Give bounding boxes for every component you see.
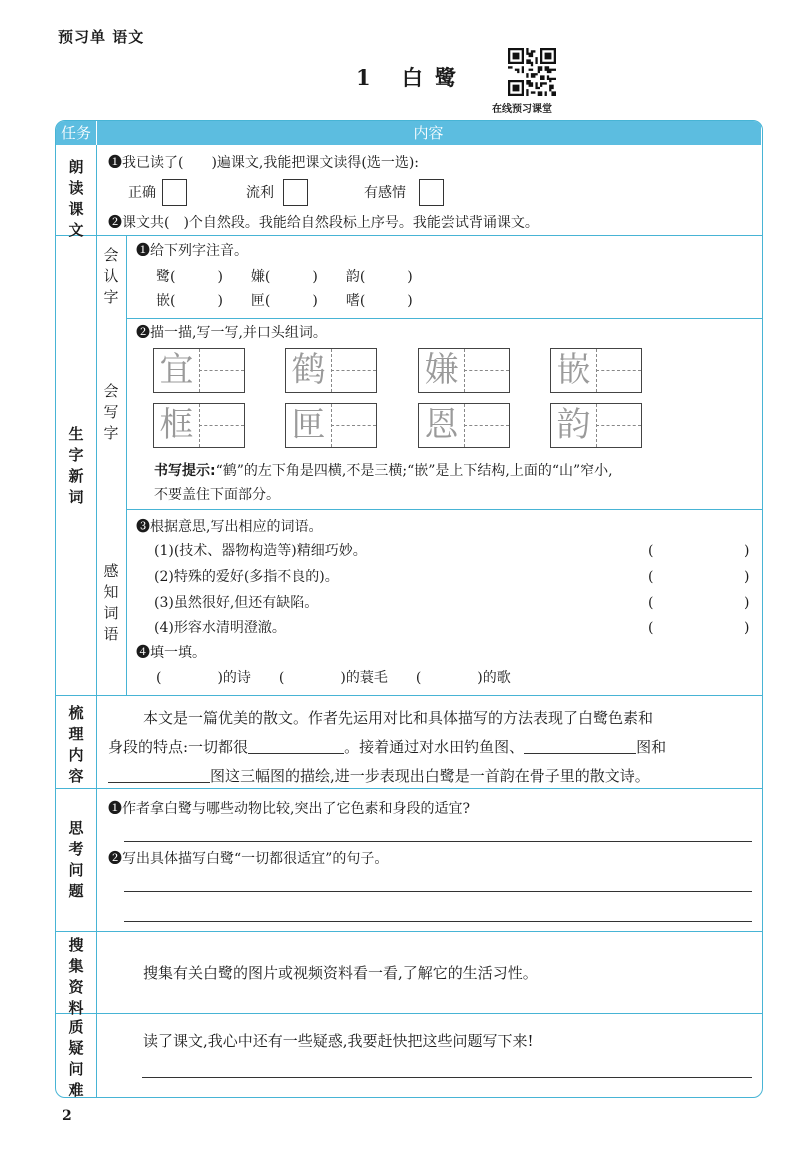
section-label-chars: 生字新词 [68, 425, 84, 506]
writing-cell[interactable] [153, 403, 245, 448]
word-definition: (3)虽然很好,但还有缺陷。 [154, 595, 319, 611]
trace-character: 匣 [291, 405, 326, 445]
trace-character: 韵 [556, 405, 591, 445]
writing-cell[interactable] [418, 348, 510, 393]
summary-text-d: 图这三幅图的描绘,进一步表现出白鹭是一首韵在骨子里的散文诗。 [210, 767, 650, 785]
paren-left: ( [648, 620, 654, 636]
subcolumn-divider [126, 235, 127, 695]
sublabel-words: 感知词语 [103, 562, 119, 643]
qr-caption: 在线预习课堂 [492, 104, 552, 115]
trace-character: 框 [159, 405, 194, 445]
section-label-summary: 梳理内容 [68, 704, 84, 785]
table-header [56, 121, 761, 145]
answer-field[interactable] [660, 569, 740, 585]
trace-character: 宜 [159, 350, 194, 390]
recognize-row-1: 鹭( ) 嫌( ) 韵( ) [156, 269, 413, 285]
writing-tip-text: “鹤”的左下角是四横,不是三横;“嵌”是上下结构,上面的“山”窄小, [215, 463, 613, 479]
doubt-text: 读了课文,我心中还有一些疑惑,我要赶快把这些问题写下来! [143, 1032, 534, 1050]
page-number: 2 [62, 1108, 72, 1124]
reading-question-2: ❷课文共( )个自然段。我能给自然段标上序号。我能尝试背诵课文。 [108, 215, 539, 231]
column-divider [96, 145, 97, 1098]
word-definition: (4)形容水清明澄澈。 [154, 620, 286, 636]
reading-question-1: ❶我已读了( )遍课文,我能把课文读得(选一选): [108, 155, 420, 171]
writing-cell[interactable] [285, 348, 377, 393]
writing-cell[interactable] [285, 403, 377, 448]
worksheet-table [55, 120, 763, 1098]
row-divider [56, 931, 763, 932]
row-divider [126, 509, 763, 510]
summary-line-1: 本文是一篇优美的散文。作者先运用对比和具体描写的方法表现了白鹭色素和 [143, 709, 654, 727]
qr-code-icon[interactable] [508, 48, 556, 96]
word-definition: (1)(技术、器物构造等)精细巧妙。 [154, 543, 367, 559]
writing-tip-line-1 [154, 459, 613, 483]
writing-cell[interactable] [153, 348, 245, 393]
row-divider [56, 695, 763, 696]
checkbox-fluent[interactable] [283, 179, 308, 206]
blank-field-1[interactable] [248, 738, 344, 754]
section-label-collect: 搜集资料 [68, 936, 84, 1017]
trace-character: 嵌 [556, 350, 591, 390]
summary-line-3 [108, 762, 650, 791]
summary-line-2 [108, 733, 666, 762]
summary-text-c: 图和 [636, 738, 667, 756]
paren-right: ) [744, 595, 750, 611]
summary-text-a: 身段的特点:一切都很 [108, 738, 249, 756]
col-content-header: 内容 [413, 124, 444, 142]
checkbox-correct[interactable] [162, 179, 187, 206]
word-definition: (2)特殊的爱好(多指不良的)。 [154, 569, 339, 585]
blank-field-3[interactable] [108, 767, 210, 783]
writing-tip-line-2: 不要盖住下面部分。 [154, 487, 280, 503]
thinking-question-2: ❷写出具体描写白鹭“一切都很适宜”的句子。 [108, 851, 389, 867]
summary-text-b: 。接着通过对水田钓鱼图、 [344, 738, 525, 756]
paren-left: ( [648, 543, 654, 559]
header-label: 预习单 语文 [58, 28, 145, 46]
paren-right: ) [744, 543, 750, 559]
answer-line-2[interactable] [124, 891, 752, 892]
thinking-question-1: ❶作者拿白鹭与哪些动物比较,突出了它色素和身段的适宜? [108, 801, 470, 817]
paren-right: ) [744, 620, 750, 636]
trace-character: 恩 [424, 405, 459, 445]
checkbox-emotional[interactable] [419, 179, 444, 206]
row-divider [56, 1013, 763, 1014]
words-question: ❸根据意思,写出相应的词语。 [136, 519, 323, 535]
answer-field[interactable] [660, 543, 740, 559]
paren-right: ) [744, 569, 750, 585]
row-divider [126, 318, 763, 319]
row-divider [56, 235, 763, 236]
answer-line-4[interactable] [142, 1077, 752, 1078]
blank-field-2[interactable] [524, 738, 636, 754]
option-label-emotional: 有感情 [364, 185, 406, 201]
paren-left: ( [648, 569, 654, 585]
writing-tip-label: 书写提示: [154, 463, 216, 479]
fill-line: ( )的诗 ( )的蓑毛 ( )的歌 [156, 670, 511, 686]
col-task-header: 任务 [60, 124, 91, 142]
collect-text: 搜集有关白鹭的图片或视频资料看一看,了解它的生活习性。 [143, 964, 538, 982]
sublabel-write: 会写字 [103, 382, 119, 442]
writing-cell[interactable] [418, 403, 510, 448]
fill-question: ❹填一填。 [136, 645, 206, 661]
answer-field[interactable] [660, 620, 740, 636]
trace-character: 鹤 [291, 350, 326, 390]
sublabel-recognize: 会认字 [103, 246, 119, 306]
recognize-row-2: 嵌( ) 匣( ) 嗜( ) [156, 293, 413, 309]
section-label-thinking: 思考问题 [68, 819, 84, 900]
section-label-doubt: 质疑问难 [68, 1018, 84, 1098]
writing-cell[interactable] [550, 403, 642, 448]
writing-cell[interactable] [550, 348, 642, 393]
answer-line-1[interactable] [124, 841, 752, 842]
paren-left: ( [648, 595, 654, 611]
option-label-correct: 正确 [128, 185, 156, 201]
lesson-title: 1 白鹭 [356, 65, 468, 90]
option-label-fluent: 流利 [246, 185, 274, 201]
trace-character: 嫌 [424, 350, 459, 390]
recognize-question: ❶给下列字注音。 [136, 243, 248, 259]
write-question: ❷描一描,写一写,并口头组词。 [136, 325, 327, 341]
answer-line-3[interactable] [124, 921, 752, 922]
section-label-reading: 朗读课文 [68, 158, 84, 239]
answer-field[interactable] [660, 595, 740, 611]
